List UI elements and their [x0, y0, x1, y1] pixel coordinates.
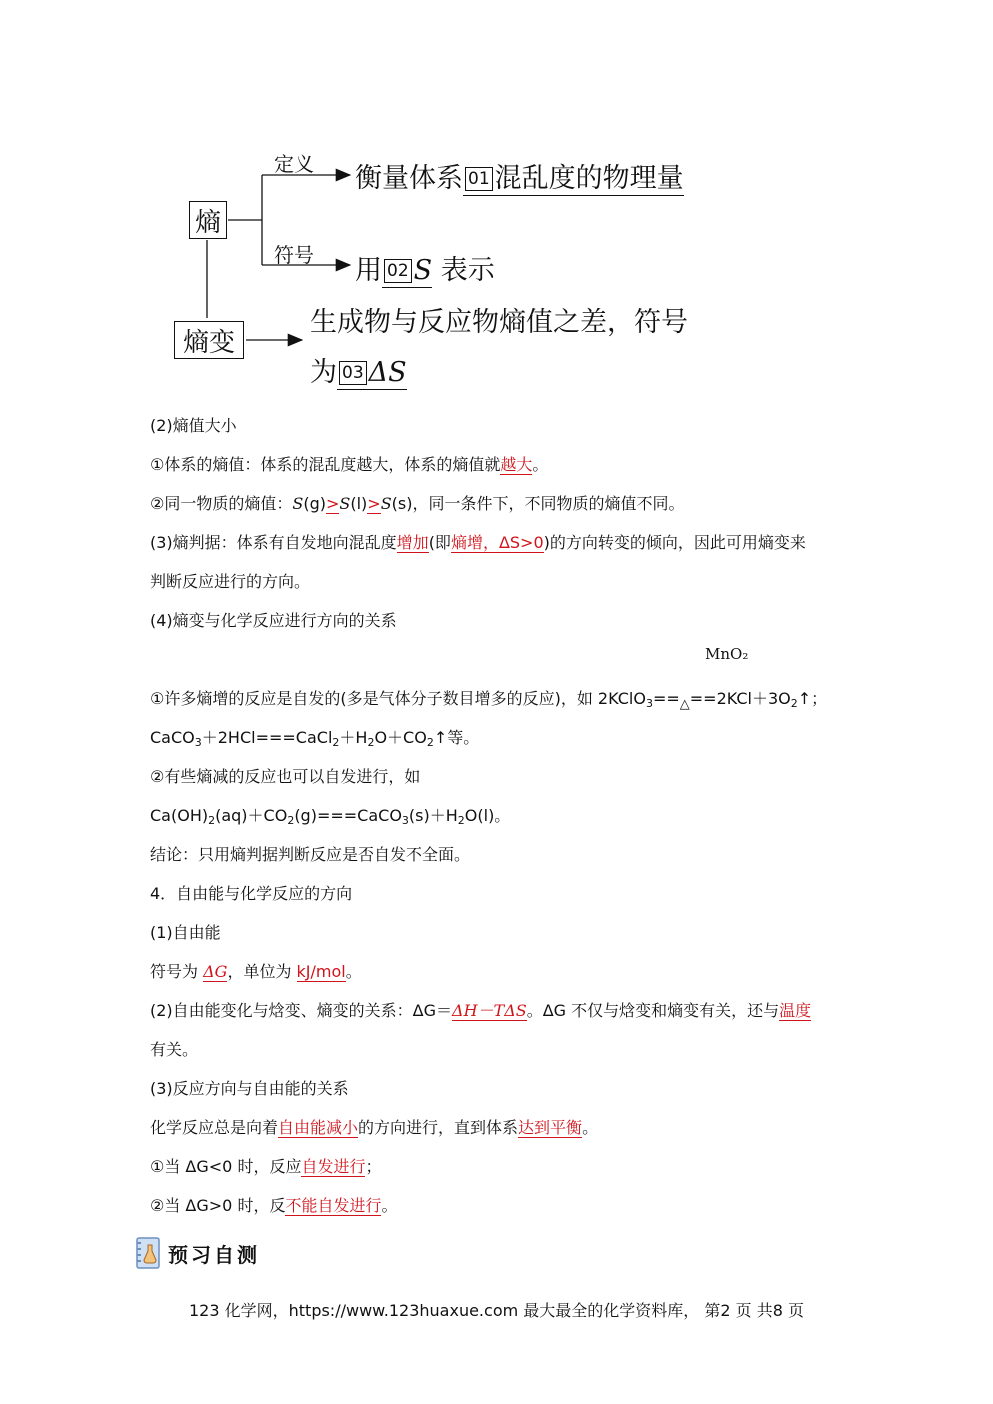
answer-increase: 增加 [396, 533, 429, 552]
change-answer: ΔS [368, 357, 407, 388]
line-free-energy-symbol: 符号为 ΔG，单位为 kJ/mol。 [150, 962, 362, 981]
answer-non-spontaneous: 不能自发进行 [285, 1196, 382, 1215]
answer-temperature: 温度 [779, 1001, 812, 1020]
line-free-energy-relation-cont: 有关。 [150, 1040, 199, 1059]
line-entropy-criterion-cont: 判断反应进行的方向。 [150, 572, 311, 591]
entropy-change-line1: 生成物与反应物熵值之差，符号 [310, 307, 688, 338]
line-reaction-direction: 化学反应总是向着自由能减小的方向进行，直到体系达到平衡。 [150, 1118, 599, 1137]
heading-free-energy: (1)自由能 [150, 923, 221, 942]
symbol-answer: S [413, 255, 433, 286]
entropy-change-line2 [310, 350, 407, 389]
branch-symbol-label: 符号 [274, 243, 314, 267]
answer-gibbs-equation: ΔH－TΔS [452, 1001, 527, 1020]
entropy-concept-diagram [150, 130, 790, 395]
blank-number-01: 01 [465, 167, 493, 191]
answer-reach-equilibrium: 达到平衡 [518, 1118, 583, 1137]
line-caoh2-reaction: $Ca(OH)_2(aq)+CO_2(g)===CaCO_3(s)+H_2O(l)$。 [150, 806, 511, 827]
page-footer: 123 化学网，https://www.123huaxue.com 最大最全的化学资料库， 第2 页 共8 页 [189, 1301, 804, 1320]
section-title: 预习自测 [168, 1242, 260, 1267]
symbol-text [355, 248, 495, 287]
line-conclusion: 结论：只用熵判据判断反应是否自发不全面。 [150, 845, 471, 864]
definition-prefix: 衡量体系 [355, 163, 463, 194]
line-delta-g-negative: ①当 ΔG<0 时，反应自发进行； [150, 1157, 382, 1176]
definition-answer: 混乱度的物理量 [494, 163, 684, 194]
blank-number-03: 03 [339, 361, 367, 385]
catalyst-label: MnO₂ [705, 645, 749, 663]
line-caco3-reaction: $CaCO_3+2HCl===CaCl_2+H_2O+CO_2↑$等。 [150, 728, 480, 749]
line-delta-g-positive: ②当 ΔG>0 时，反不能自发进行。 [150, 1196, 398, 1215]
line-system-entropy: ①体系的熵值：体系的混乱度越大，体系的熵值就越大。 [150, 455, 549, 474]
line-entropy-decrease: ②有些熵减的反应也可以自发进行，如 [150, 767, 421, 786]
answer-free-energy-decrease: 自由能减小 [278, 1118, 359, 1137]
answer-spontaneous: 自发进行 [301, 1157, 366, 1176]
answer-greater-2: > [367, 494, 381, 513]
symbol-suffix: 表示 [440, 255, 495, 286]
line-free-energy-relation: (2)自由能变化与焓变、熵变的关系：ΔG＝ΔH－TΔS。ΔG 不仅与焓变和熵变有关，还与温度 [150, 1001, 812, 1020]
symbol-prefix: 用 [355, 255, 382, 286]
answer-greater-1: > [325, 494, 340, 513]
notebook-flask-icon [134, 1236, 162, 1270]
answer-entropy-increase: 熵增，ΔS>0 [450, 533, 544, 552]
line-entropy-criterion: (3)熵判据：体系有自发地向混乱度增加(即熵增，ΔS>0)的方向转变的倾向，因此可用熵变来 [150, 533, 806, 552]
heading-free-energy-direction: 4．自由能与化学反应的方向 [150, 884, 353, 903]
blank-number-02: 02 [384, 259, 412, 283]
change-prefix: 为 [310, 357, 337, 388]
answer-larger: 越大 [500, 455, 533, 474]
definition-text [355, 156, 684, 195]
section-header-preview-test [134, 1236, 260, 1270]
heading-entropy-magnitude: (2)熵值大小 [150, 416, 237, 435]
heading-entropy-direction: (4)熵变与化学反应进行方向的关系 [150, 611, 397, 630]
line-same-substance-entropy: ②同一物质的熵值：S(g)>S(l)>S(s)，同一条件下，不同物质的熵值不同。 [150, 494, 685, 513]
heading-reaction-direction: (3)反应方向与自由能的关系 [150, 1079, 349, 1098]
node-entropy-change: 熵变 [174, 321, 244, 359]
line-entropy-increase-reactions: ①许多熵增的反应是自发的(多是气体分子数目增多的反应)，如 $2KClO_3==_\triangle==2KCl+3O_2↑$； [150, 689, 828, 712]
branch-definition-label: 定义 [274, 152, 314, 176]
answer-delta-g: ΔG [203, 962, 228, 981]
node-entropy: 熵 [189, 201, 227, 239]
answer-unit: kJ/mol [296, 962, 346, 981]
